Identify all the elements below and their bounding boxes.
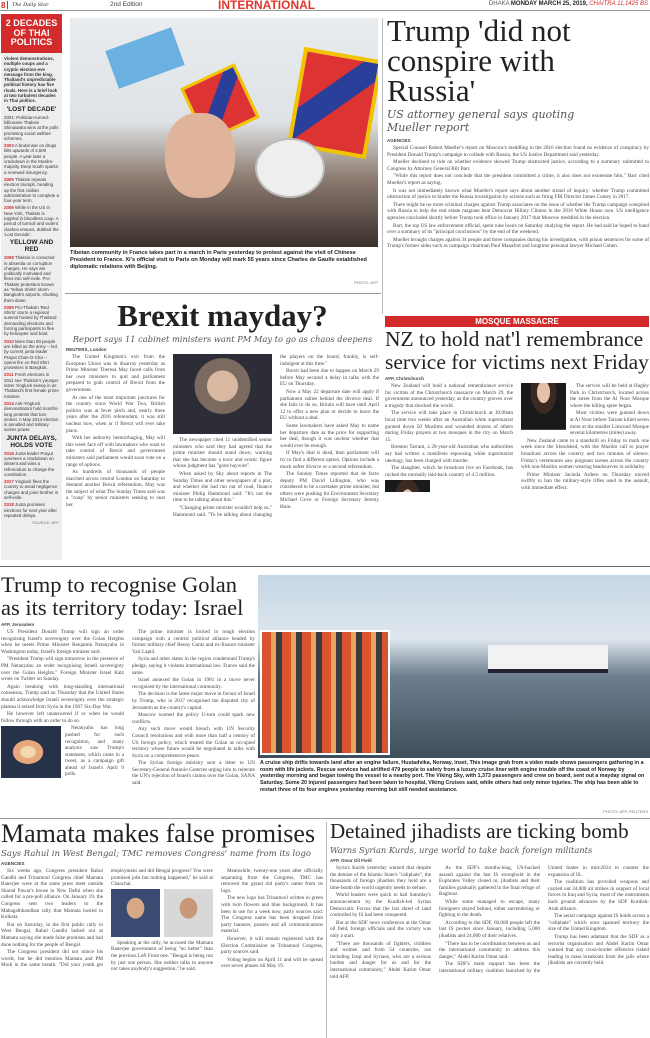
paragraph: World leaders were quick to hail Saturday's announcement by the Kurdish-led Syrian Democratic Forces that the last shred of land controlled by IS had been conquered. — [330, 892, 431, 919]
paragraph: As hundreds of thousands of people marched across central London on Saturday to demand another Brexit referendum, May was the subject of what The Sunday Times said was a "coup" by senior ministers seeking to oust her. — [66, 469, 165, 509]
sidebar-section-heading: 'LOST DECADE' — [6, 105, 57, 113]
paragraph: He however left unanswered if or when he would follow through with an order to do so. — [1, 711, 124, 724]
paragraph: The prime minister is locked in tough election campaign with a centrist political alliance headed by former military chief Benny Gantz and ex-finance minister Yair Lapid. — [132, 629, 255, 655]
cruise-credit: PHOTO: AFP, REUTERS — [603, 809, 648, 814]
timeline-year: 2011 — [4, 372, 14, 378]
mamata-banerjee-photo — [164, 889, 213, 937]
theresa-may-photo — [173, 354, 272, 434]
byline: REUTERS, London — [66, 347, 107, 352]
paragraph: Six weeks ago, Congress president Rahul Gandhi and Trinamool Congress chief Mamata Banerjee were at the same press meet outside Sharad Pawar's house in New Delhi when she called for a pre-poll alliance. On January 19, the Congress sent two leaders to the Mahagathbandhan rally that Mamata hosted in Kolkata. — [1, 868, 103, 921]
timeline-item — [4, 502, 59, 518]
paragraph: Again breaking with long-standing international consensus, Trump said on Thursday that the United States should acknowledge Israeli sovereignty over the strategic plateau it seized from Syria in the 1967 Six-Day War. — [1, 683, 124, 710]
timeline-item — [4, 339, 59, 371]
article-mamata — [1, 821, 323, 973]
dateline — [489, 1, 648, 7]
paragraph: Voting begins on April 11 and will be spread over seven phases till May 19. — [221, 956, 323, 970]
paragraph: The Sunday Times reported that de facto deputy PM David Lidington, who was considered to be a caretaker prime minister, but others were pushing for Environment Secretary Michael Gove or Foreign Secretary Jeremy Hunt. — [280, 471, 379, 511]
byline: AFP, Jerusalem — [1, 622, 35, 627]
paragraph: Any such move would breach with UN Security Council resolutions and with more than half a century of US foreign policy, which treated the Golan as occupied territory whose future would be negotiated in talks with Syria on a comprehensive peace. — [132, 726, 255, 759]
rahul-gandhi-photo — [111, 889, 160, 937]
megaphone-icon — [255, 138, 325, 198]
paragraph: "Changing prime minister wouldn't help us," Hammond said. "To be talking about changing the players on the board, frankly, is self-indulgent at this time." — [173, 354, 379, 518]
timeline-year: 2017 — [4, 479, 14, 485]
paragraph: Meanwhile, twenty-one years after officially separating from the Congress, TMC has removed the grand old party's name from its logo. — [221, 868, 323, 894]
timeline-year: 2010 — [4, 338, 14, 344]
timeline-year: 2003 — [4, 143, 14, 149]
timeline-item — [4, 255, 59, 303]
paragraph: The Syrian foreign ministry sent a letter to UN Secretary-General Antonio Guterres urging him to reiterate the UN's rejection of Israel's claims over the Golan, SANA said. — [132, 760, 255, 787]
paragraph: Moscow warned the policy U-turn could spark new conflicts. — [132, 712, 255, 725]
paragraph: If May's deal is dead, then parliament will try to find a different option. Options include a much softer divorce or a second referendum. — [280, 450, 379, 470]
paragraph: Israel annexed the Golan in 1981 in a move never recognised by the international community. — [132, 677, 255, 690]
cruise-caption: A cruise ship drifts towards land after an engine failure, Hustadvika, Norway, inset, This image grab from a video made shows passengers gathering in a room with life jackets. Rescue services had airlifted 479 people to safety from a luxury cruise liner with engine trouble off the coast of Norway by yesterday morning and began towing the vessel to a nearby port. The Viking Sky, with 1,373 passengers and crew on board, sent out a mayday signal on Saturday. Some 20 injured passengers had been taken to hospital, Viking Cruises said, while others had only minor injuries. The ship has been able to restart three of its four engines yesterday morning but still needed assistance. — [260, 760, 645, 793]
paragraph: Syria's Kurds yesterday warned that despite the demise of the Islamic State's "caliphate", the thousands of foreign jihadists they hold are a time-bomb the world urgently needs to defuse. — [330, 865, 431, 891]
paragraph: When asked by Sky about reports in The Sunday Times and other newspapers of a plot, and whether she had run out of road, finance minister Philip Hammond said: "It's not the time to be talking about this." — [173, 470, 272, 504]
divider — [0, 566, 650, 567]
column-divider — [382, 18, 383, 314]
paragraph: Most victims were gunned down at Al Noor before Tarrant killed seven more at the smaller Linwood Mosque several kilometres (miles) away. — [570, 410, 649, 437]
timeline-year: 2006 — [4, 205, 14, 211]
paragraph: New Zealand came to a standstill on Friday to mark one week since the bloodshed, with the Muslim call to prayer broadcast across the country and two minutes of silence. Friday's ceremonies saw poignant scenes across the country with non-Muslim women wearing headscarves in solidarity. — [521, 437, 649, 471]
paragraph: Trump has been adamant that the SDF as a terrorist organisation and Abdel Karim Omar warned that any cross-border offensive risked leading to mass breakouts from the jails where jihadists are currently held. — [548, 933, 649, 967]
subhead: Warns Syrian Kurds, urge world to take back foreign militants — [330, 845, 593, 855]
protester-face — [165, 113, 235, 198]
timeline-text: Thaksin repeats election triumph, heading up the first civilian administration to complete a four-year term. — [4, 176, 59, 204]
photo1-credit: PHOTO: AFP — [354, 280, 378, 285]
headline: Trump 'did not conspire with Russia' — [387, 13, 571, 108]
subhead: Report says 11 cabinet ministers want PM May to go as chaos deepens — [72, 334, 373, 344]
paragraph: There might be no more criminal charges against Trump associates on the issue of whether the Trump campaign conspired with Russia to help the real estate magnate beat Democrat Hillary Clinton in the 2016 White House race. US intelligence agencies concluded shortly before Trump took office in January 2017 that Moscow meddled in the election. — [387, 201, 649, 221]
timeline-text: A brutal war on drugs kills upwards of 2,500 people. A year later a crackdown in the Muslim-majority Deep South sparks a renewed insurgency. — [4, 143, 58, 175]
headline: Detained jihadists are ticking bomb — [330, 819, 629, 843]
article-jihadists — [330, 821, 649, 980]
timeline-item — [4, 372, 59, 398]
paragraph: Special Counsel Robert Mueller's report on Moscow's meddling in the 2016 election found no evidence of conspiracy by President Donald Trump's campaign to collude with Russia, the US Justice Department said yesterday. — [387, 145, 649, 158]
paragraph: But at the SDF news conference at the Omar oil field, foreign officials said the victory was only a start. — [330, 919, 431, 939]
city: DHAKA — [488, 1, 511, 7]
paragraph: The newspaper cited 11 unidentified senior ministers who said they had agreed that the prime minister should stand down, warning that she has become a toxic and erratic figure whose judgment has "gone haywire". — [173, 437, 272, 470]
subhead: US attorney general says quoting Mueller report — [387, 108, 575, 134]
paragraph: But on Saturday, in the first public rally in West Bengal, Rahul Gandhi lashed out at Mamata saying she made false promises and had done nothing for the people of Bengal. — [1, 921, 103, 948]
article-body — [66, 354, 379, 518]
timeline-year: 2018 — [4, 502, 14, 508]
paragraph: Brexit had been due to happen on March 29 before May secured a delay in talks with the EU on Thursday. — [280, 368, 379, 388]
paragraph: Syria and other states in the region condemned Trump's pledge, saying it violates international law. France said the same. — [132, 656, 255, 676]
paper-logo: The Daily Star — [12, 2, 49, 8]
edition: 2nd Edition — [110, 1, 143, 8]
headline: Mamata makes false promises — [1, 819, 316, 848]
headline: Trump to recognise Golan as its territory today: Israel — [1, 572, 244, 620]
paragraph: While some managed to escape, many foreigners stayed behind, either surrendering or fighting to the death. — [439, 898, 540, 919]
paragraph: The SDF's main support has been the international military coalition launched by the United States in mid-2014 to counter the expansion of IS. — [439, 865, 649, 974]
paragraph: The decision is the latest major move in favour of Israel by Trump, who in 2017 recognised the disputed city of Jerusalem as the country's capital. — [132, 691, 255, 711]
donald-trump-photo — [1, 726, 61, 778]
section-title: INTERNATIONAL — [218, 0, 316, 12]
timeline-text: While in the US in New York, Thaksin is toppled in bloodless coup. A period of turmoil and violent clashes ensues, dubbed the 'Lost Decade'. — [4, 205, 59, 237]
timeline-year: 2009 — [4, 304, 14, 310]
headline: Brexit mayday? — [117, 298, 328, 333]
ship-icon — [488, 645, 608, 673]
timeline-text: Pro-Thaksin 'Red Shirts' storm a regional summit hosted by Thailand demanding elections and forcing participants to flee by helicopter and boat. — [4, 304, 57, 337]
paragraph: Prime Minister Jacinda Ardern on Thursday moved swiftly to ban the military-style rifles used in the assault, with immediate effect. — [521, 471, 649, 491]
article-nz — [385, 316, 649, 492]
paragraph: "While this report does not conclude that the president committed a crime, it also does not exonerate him," Barr cited Mueller's report as saying. — [387, 173, 649, 186]
bangla-date: CHAITRA 11,1425 BS — [587, 1, 648, 7]
cruise-ship-photo — [258, 575, 650, 758]
byline: AGENCIES — [1, 861, 25, 866]
paragraph: The Congress president did not mince his words, but he did mention Mamata and PM Modi in the same breath. "Did your youth get employment and did Bengal progress? You were promised jobs but nothing happened," he said at Chanchal. — [1, 868, 213, 969]
timeline-text: More than 90 people are killed as the army -- led by current junta leader Prayut Chan-O-Cha -- opens fire on Red Shirt protesters in Bangkok. — [4, 338, 57, 371]
byline: AGENCIES — [387, 138, 411, 143]
subhead: Says Rahul in West Bengal; TMC removes Congress' name from its logo — [1, 849, 311, 859]
sidebar-section-heading: JUNTA DELAYS, HOLDS VOTE — [6, 434, 57, 449]
paragraph: At one of the most important junctures for the country since World War Two, British politics was at fever pitch and, nearly three years after the 2016 referendum, it was still unclear how, when or if Brexit will ever take place. — [66, 394, 165, 434]
divider — [7, 1, 8, 9]
byline: AFP, Christchurch — [385, 376, 424, 381]
divider — [65, 293, 381, 294]
article-body — [1, 868, 323, 973]
paragraph: "President Trump will sign tomorrow in the presence of PM Netanyahu an order recognising Israeli sovereignty over the Golan Heights," Foreign Minister Israel Katz wrote on Twitter on Sunday. — [1, 656, 124, 683]
paragraph: However, it will remain registered with the Election Commission as Trinamool Congress, party sources said. — [221, 935, 323, 956]
timeline-year: 2005 — [4, 176, 14, 182]
paragraph: Mueller brought charges against 34 people and three companies during his investigation, with prison sentences for some of Trump's former aides such as campaign chairman Paul Manafort and longtime personal lawyer Michael Cohen. — [387, 236, 649, 250]
article-body — [1, 629, 255, 787]
paragraph: Mueller declined to rule on whether evidence showed Trump obstructed justice, according to a summary submitted to Congress by Attorney General Bill Barr. — [387, 159, 649, 172]
kicker-banner: MOSQUE MASSACRE — [385, 316, 649, 327]
paragraph: Brenton Tarrant, a 28-year-old Australian who authorities say had written a manifesto espousing white supremacist ideology, has been charged with murder. — [385, 444, 513, 464]
article-golan — [1, 573, 255, 787]
timeline-text: Anti-Yingluck demonstrators hold months-long protests that turn violent. A May 2014 election is annulled and military seizes power. — [4, 400, 59, 433]
byline: AFP, Omar Oil Field — [330, 858, 372, 863]
timeline-item — [4, 143, 59, 175]
article-brexit — [66, 296, 379, 518]
timeline-text: Junta promises elections for next year after repeated delays. — [4, 502, 57, 518]
sidebar-intro: Violent demonstrations, multiple coups and a cryptic election-eve message from the king. Thailand's unpredictable political history has five rivals. Here is a brief look at two turbulent decades in Thai politics. — [4, 56, 58, 104]
paragraph: Some lawmakers have asked May to name her departure date as the price for supporting her deal, though it was unclear whether that would ever be enough. — [280, 422, 379, 449]
timeline-item — [4, 205, 59, 237]
column-divider — [326, 822, 327, 1038]
paragraph: As the SDF's months-long, US-backed assault against the last IS stronghold in the Euphrates Valley closed in, jihadists and their families gradually gathered in the final refuge of Baghouz. — [439, 865, 540, 898]
timeline-item — [4, 451, 59, 477]
timeline-text: Yingluck flees the country to avoid negligence charges and joins brother in self-exile. — [4, 479, 59, 501]
article-body — [387, 145, 649, 250]
paragraph: According to the SDF, 66,000 people left the last IS pocket since January, including 5,000 jihadists and 24,000 of their relatives. — [439, 919, 540, 939]
paragraph: Now a May 22 departure date will apply if parliament rallies behind the divorce deal. If she fails to do so, Britain will have until April 12 to offer a new plan or decide to leave the EU without a deal. — [280, 388, 379, 422]
flag-icon — [105, 27, 184, 89]
paragraph: New Zealand will hold a national remembrance service for victims of the Christchurch massacre on March 29, the government announced yesterday, as the country grieves over a tragedy that shocked the world. — [385, 383, 513, 409]
inset-passengers-photo — [260, 630, 390, 755]
sidebar-source: SOURCE: AFP — [32, 520, 59, 526]
article-russia — [387, 13, 649, 251]
timeline-item — [4, 177, 59, 203]
timeline-text: 2001: Politician-turned-billionaire Thaksin Shinawatra wins at the polls promising social welfare schemes. — [4, 114, 59, 141]
paragraph: Barr, the top US law enforcement official, spent nine hours on Saturday studying the report. He had said he hoped to hand over a summary of its "principal conclusions" by the end of the weekend. — [387, 222, 649, 236]
timeline-item — [4, 479, 59, 500]
page-number: 8 — [1, 1, 6, 10]
leaders-photos — [111, 889, 213, 937]
sidebar-section-heading: YELLOW AND RED — [9, 239, 54, 254]
paragraph: The United Kingdom's exit from the European Union was in disarray yesterday as Prime Minister Theresa May faced calls from her own ministers to quit and parliament prepared to grab control of Brexit from the government. — [66, 354, 165, 393]
paragraph: The new logo has Trinamool written in green with twin flowers and blue background. It has been in use for a week now, party sources said. The Congress name has been dropped from party banners, posters and all communications material. — [221, 895, 323, 935]
article-body — [385, 383, 649, 492]
paragraph: The coalition has provided weapons and carried out 34,000 air strikes in support of local forces in Iraq and Syria, most of the instruments back ground advances by the SDF Kurdish-Arab alliance. — [548, 879, 649, 912]
paragraph: The service will be held at Hagley Park in Christchurch, located across the street from the Al Noor Mosque where the killing spree began. — [570, 383, 649, 409]
paragraph: Speaking at the rally, he accused the Mamata Banerjee government of being "no better" than the previous Left Front one. "Bengal is being run by just one person. She neither talks to anyone nor takes anybody's suggestion," he said. — [111, 939, 213, 973]
timeline-text: Thaksin is convicted in absentia on corruption charges. He says are politically motivated and flees into self-exile. Pro-Thaksin protesters known as 'Yellow Shirts' storm Bangkok's airports, shutting them down. — [4, 255, 58, 303]
paragraph: Netanyahu has long pushed for such recognition, and many analysts saw Trump's statement, which came in a tweet, as a campaign gift ahead of Israel's April 9 polls. — [65, 725, 124, 778]
timeline-item — [4, 115, 59, 141]
paragraph: "There are thousands of fighters, children and women and from 54 countries, not including Iraqi and Syrians, who are a serious burden and danger for us and for the international community," Abdel Karim Omar told AFP. — [330, 940, 431, 980]
headline: NZ to hold nat'l remembrance service for victims next Friday — [385, 327, 649, 374]
masthead — [0, 0, 650, 11]
sidebar-thai-politics — [1, 14, 62, 560]
timeline-year: 2014 — [4, 400, 14, 406]
paragraph: The slaughter, which he broadcast live on Facebook, has rocked the normally laid-back country of 4.5 million. — [385, 465, 513, 478]
timeline-item — [4, 305, 59, 337]
date: MONDAY MARCH 25, 2019, — [510, 1, 588, 7]
timeline-item — [4, 401, 59, 433]
timeline-text: Fresh elections in 2011 see Thaksin's younger sister Yingluck sweep in as Thailand's first female prime minister. — [4, 372, 59, 399]
timeline-text: Junta leader Prayut oversees a crackdown on dissent and wins a referendum to change the constitution. — [4, 450, 55, 477]
timeline-year: 2016 — [4, 450, 14, 456]
paragraph: With her authority hemorrhaging, May will this week face off with lawmakers who want to take control of Brexit and government ministers said parliament would soon vote on a range of options. — [66, 435, 165, 468]
paragraph: It was not immediately known what Mueller's report says about another strand of inquiry: whether Trump committed obstruction of justice to hinder the Russia investigation by actions such as firing FBI Director James Comey in 2017. — [387, 187, 649, 201]
sidebar-title: 2 DECADES OF THAI POLITICS — [1, 14, 62, 53]
article-body — [330, 865, 649, 980]
paragraph: The service will take place in Christchurch at 10:00am local time two weeks after an Australian white supremacist gunned down 50 Muslims and wounded dozens of others during Friday prayers at two mosques in the city on March 15. — [385, 410, 513, 443]
paragraph: US President Donald Trump will sign an order recognising Israel's sovereignty over the Golan Heights when he meets Prime Minister Benjamin Netanyahu in Washington today, Israel's foreign minister said. — [1, 629, 124, 655]
paragraph: "There has to be coordination between us and the international community to address this danger," Abdel Karim Omar said. — [439, 940, 540, 960]
timeline-year: 2008 — [4, 255, 14, 261]
tibet-protest-photo — [70, 18, 378, 247]
photo1-caption: Tibetan community in France takes part in a march in Paris yesterday to protest against the visit of Chinese President to France. Xi's official visit to Paris on Monday will mark 55 years since Charles de Gaulle established diplomatic relations with Beijing. — [70, 250, 367, 270]
paragraph: The aerial campaign against IS holds across a "caliphate" which once spanned territory the size of the United Kingdom. — [548, 913, 649, 933]
